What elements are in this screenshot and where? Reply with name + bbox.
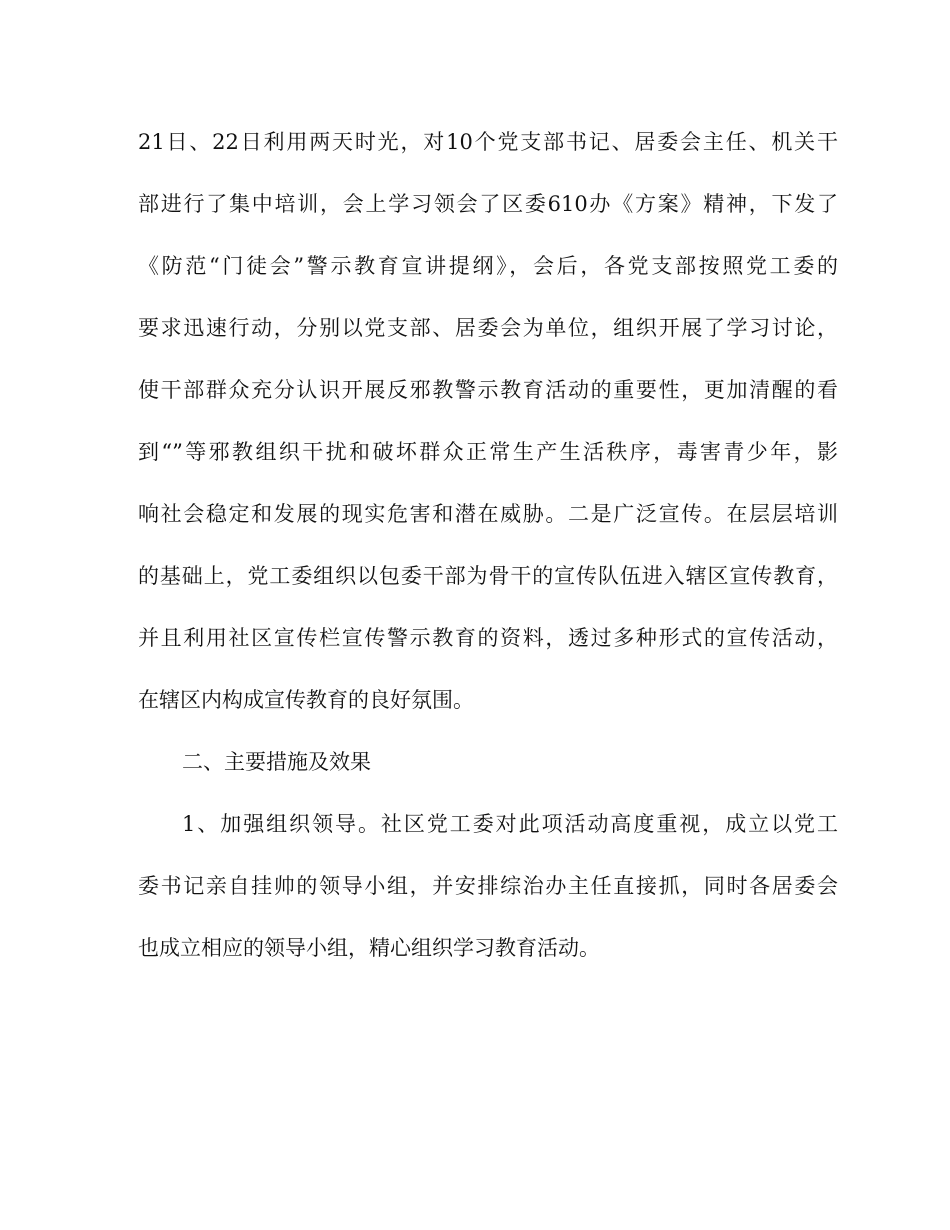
body-text [138,122,838,990]
paragraph-first-line: 1、加强组织领导。社区党工委对此项活动高度重视，成立以党工 [182,812,838,836]
text-line: 委书记亲自挂帅的领导小组，并安排综治办主任直接抓，同时各居委会 [138,874,838,898]
text-line: 《防范“门徒会”警示教育宣讲提纲》，会后，各党支部按照党工委的 [138,254,838,278]
text-line: 21日、22日利用两天时光，对10个党支部书记、居委会主任、机关干 [138,130,838,154]
text-line: 部进行了集中培训，会上学习领会了区委610办《方案》精神，下发了 [138,192,838,216]
text-line: 的基础上，党工委组织以包委干部为骨干的宣传队伍进入辖区宣传教育， [138,564,838,588]
text-line: 要求迅速行动，分别以党支部、居委会为单位，组织开展了学习讨论， [138,316,838,340]
paragraph-end-line: 在辖区内构成宣传教育的良好氛围。 [138,688,474,712]
text-line: 到“”等邪教组织干扰和破坏群众正常生产生活秩序，毒害青少年，影 [138,440,838,464]
text-line: 并且利用社区宣传栏宣传警示教育的资料，透过多种形式的宣传活动， [138,626,838,650]
text-line: 响社会稳定和发展的现实危害和潜在威胁。二是广泛宣传。在层层培训 [138,502,838,526]
paragraph-end-line: 也成立相应的领导小组，精心组织学习教育活动。 [138,936,600,960]
section-heading: 二、主要措施及效果 [182,750,371,774]
text-line: 使干部群众充分认识开展反邪教警示教育活动的重要性，更加清醒的看 [138,378,838,402]
